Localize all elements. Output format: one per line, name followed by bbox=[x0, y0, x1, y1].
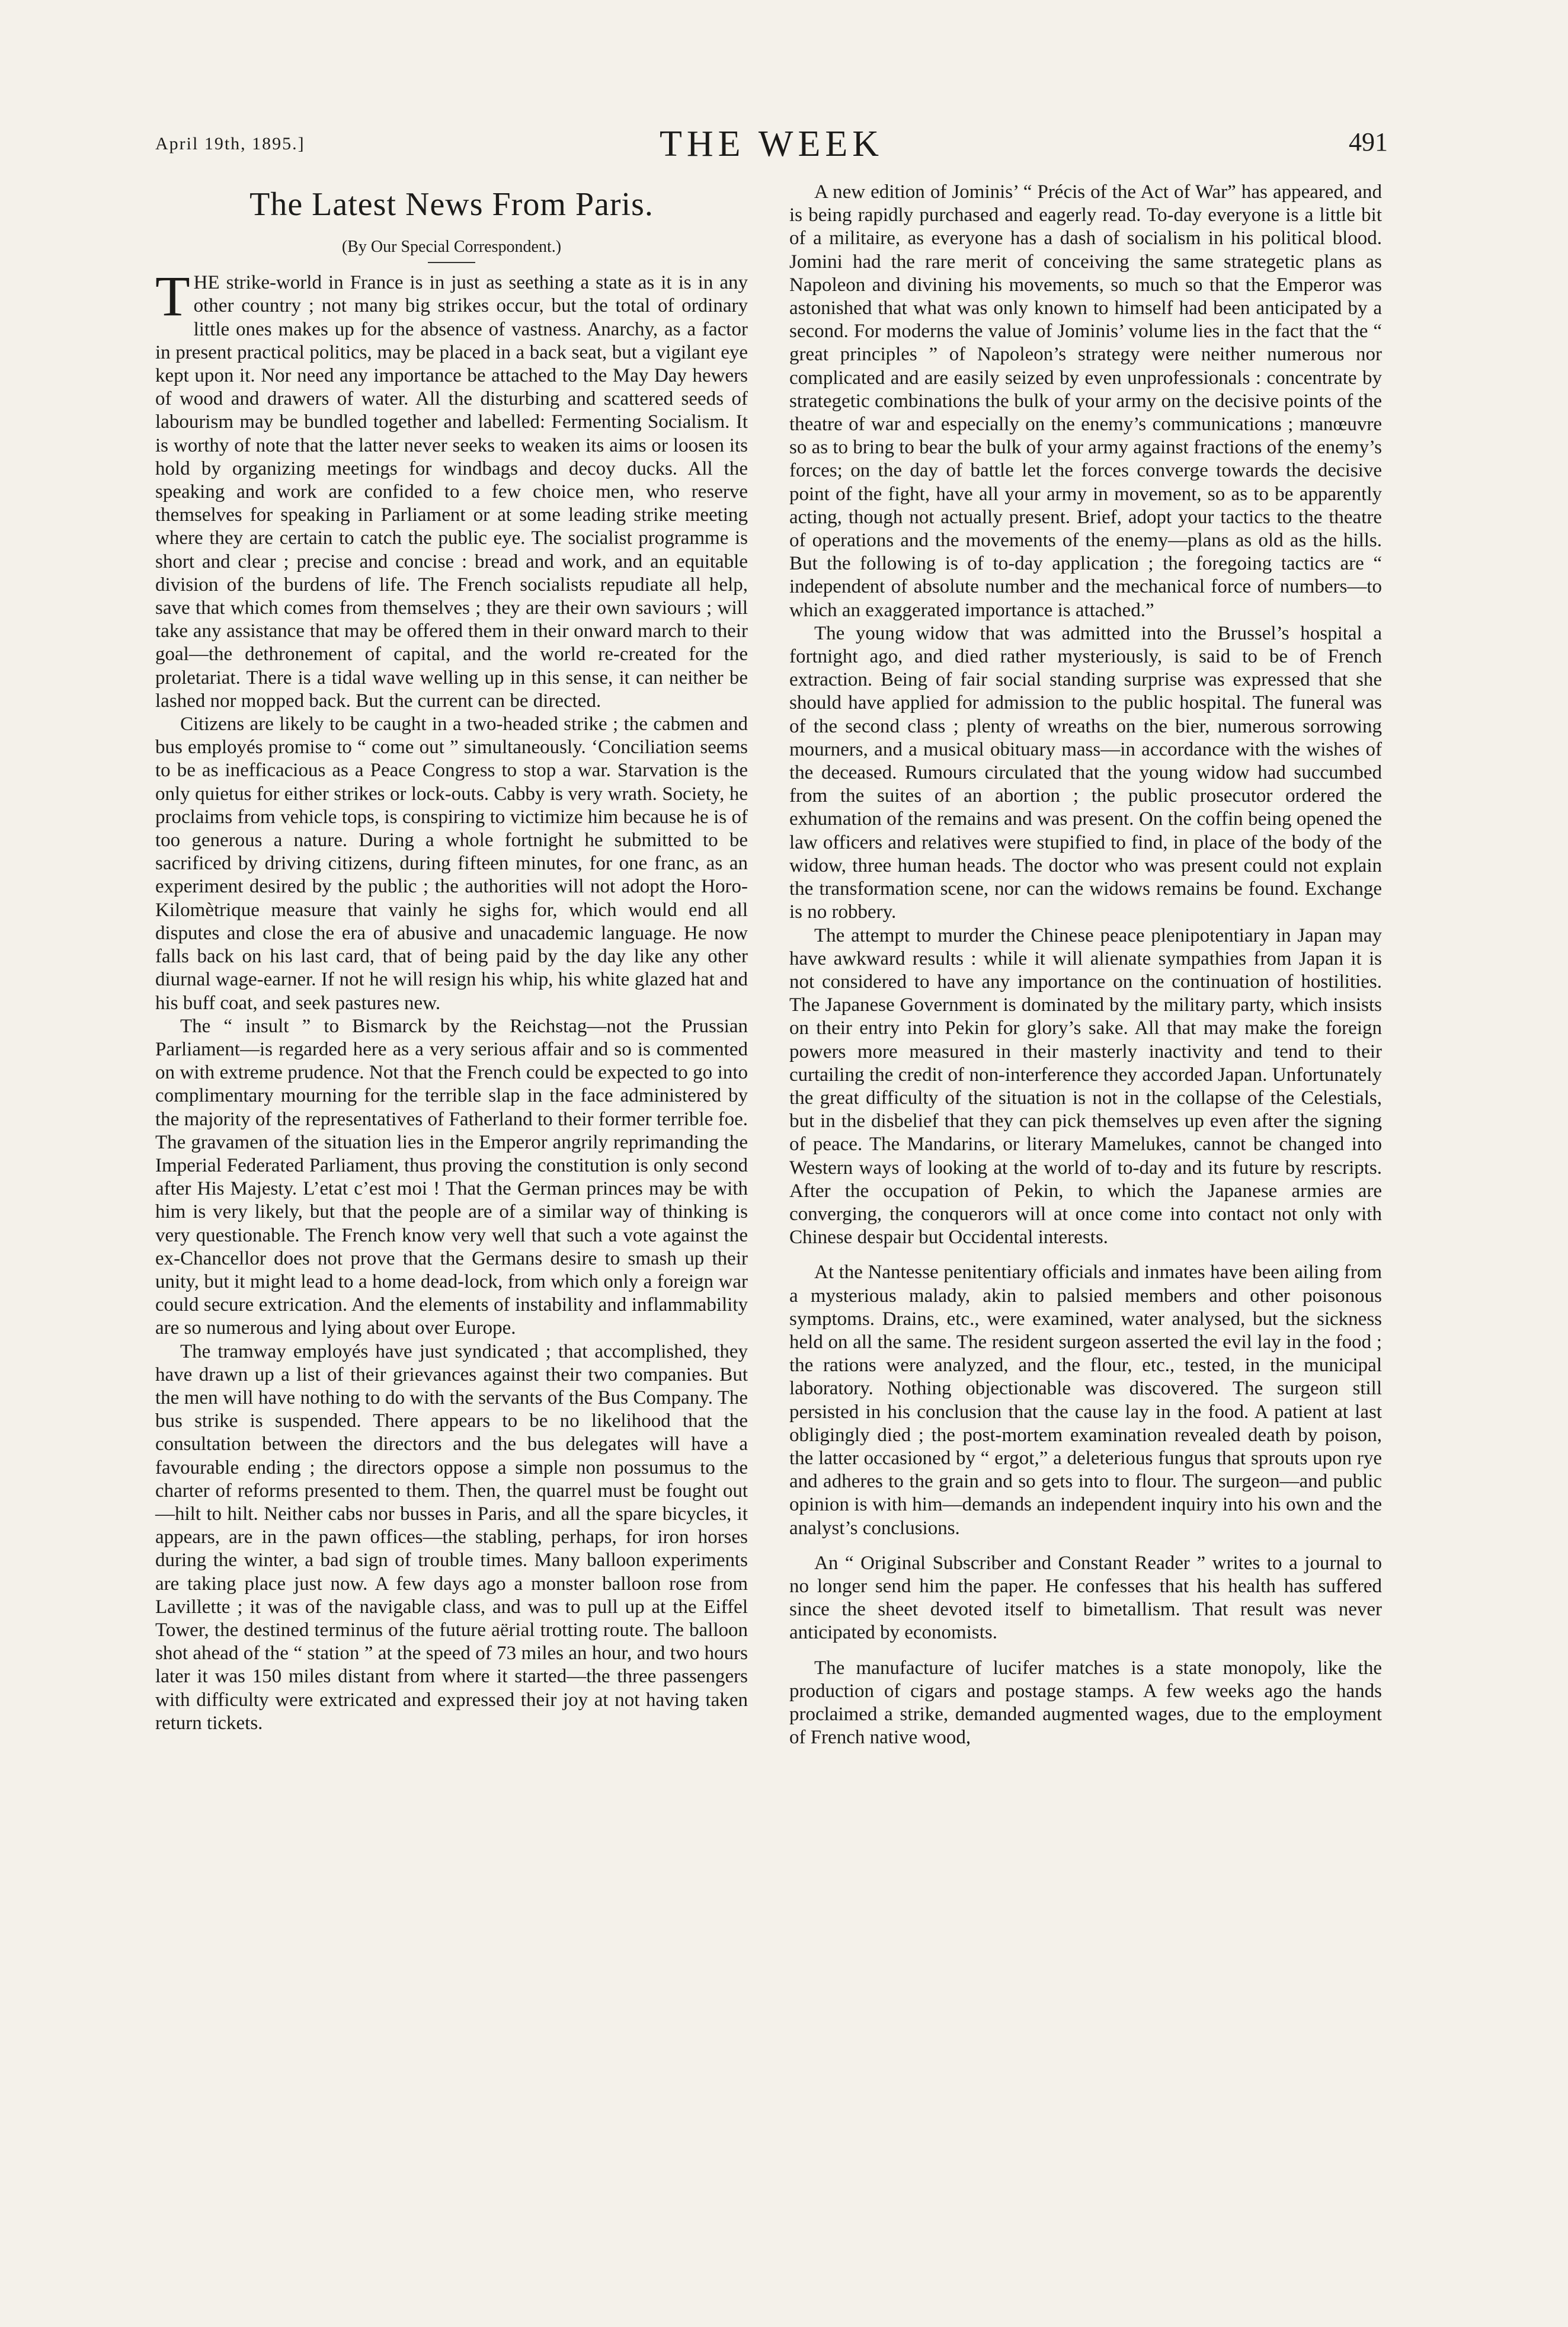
drop-cap: T bbox=[155, 264, 190, 328]
byline: (By Our Special Correspondent.) bbox=[341, 238, 562, 256]
paragraph: The tramway employés have just syndicated ; that accomplished, they have drawn up a list of their grievances against their two companies. But the men will have nothing to do with the servants of the Bus Company. The bus strike is suspended. There appears to be no likelihood that the consultation between the directors and the bus delegates will have a favourable ending ; the directors oppose a simple non possumus to the charter of reforms presented to them. Then, the quarrel must be fought out—hilt to hilt. Neither cabs nor busses in Paris, and all the spare bicycles, it appears, are in the pawn offices—the stabling, perhaps, for iron horses during the winter, a bad sign of trouble times. Many balloon experiments are taking place just now. A few days ago a monster balloon rose from Lavillette ; it was of the navigable class, and was to pull up at the Eiffel Tower, the destined terminus of the future aërial trotting route. The balloon shot ahead of the “ station ” at the speed of 73 miles an hour, and two hours later it was 150 miles distant from where it started—the three passengers with difficulty were extricated and expressed their joy at not having taken return tickets. bbox=[155, 1340, 748, 1734]
paragraph: The “ insult ” to Bismarck by the Reichstag—not the Prussian Parliament—is regarded here as a very serious affair and so is commented on with extreme prudence. Not that the French could be expected to go into complimentary mourning for the terrible slap in the face administered by the majority of the representatives of Fatherland to their former terrible foe. The gravamen of the situation lies in the Emperor angrily reprimanding the Imperial Federated Parliament, thus proving the constitution is only second after His Majesty. L’etat c’est moi ! That the German princes may be with him is very likely, but that the people are of a similar way of thinking is very questionable. The French know very well that such a vote against the ex-Chancellor does not prove that the Germans desire to smash up their unity, but it might lead to a home dead-lock, from which only a foreign war could secure extrication. And the elements of instability and inflammability are so numerous and lying about over Europe. bbox=[155, 1015, 748, 1339]
paragraph: At the Nantesse penitentiary officials and inmates have been ailing from a mysterious malady, akin to palsied members and other poisonous symptoms. Drains, etc., were examined, water analysed, but the sickness held on all the same. The resident surgeon asserted the evil lay in the food ; the rations were analyzed, and the flour, etc., tested, in the municipal laboratory. Nothing objectionable was discovered. The surgeon still persisted in his conclusion that the cause lay in the food. A patient at last obligingly died ; the post-mortem examination revealed death by poison, the latter occasioned by “ ergot,” a deleterious fungus that sprouts upon rye and adheres to the grain and so gets into to flour. The surgeon—and public opinion is with him—demands an independent inquiry into his own and the analyst’s conclusions. bbox=[789, 1262, 1382, 1539]
masthead: THE WEEK bbox=[660, 124, 884, 164]
page-header bbox=[155, 123, 1388, 171]
page-number: 491 bbox=[1349, 127, 1388, 156]
title-rule bbox=[428, 262, 475, 263]
paragraph: An “ Original Subscriber and Constant Reader ” writes to a journal to no longer send him the paper. He confesses that his health has suffered since the sheet devoted itself to bimetallism. That result was never anticipated by economists. bbox=[789, 1552, 1382, 1644]
right-column bbox=[789, 181, 1382, 1749]
paragraph: The manufacture of lucifer matches is a state monopoly, like the production of cigars and postage stamps. A few weeks ago the hands proclaimed a strike, demanded augmented wages, due to the employment of French native wood, bbox=[789, 1657, 1382, 1749]
paragraph: A new edition of Jominis’ “ Précis of the Act of War” has appeared, and is being rapidly purchased and eagerly read. To-day everyone is a little bit of a militaire, as everyone has a dash of socialism in his political blood. Jomini had the rare merit of conceiving the same strategetic plans as Napoleon and divining his movements, so much so that the Emperor was astonished that what was only known to himself had been anticipated by a second. For moderns the value of Jominis’ volume lies in the fact that the “ great principles ” of Napoleon’s strategy were neither numerous nor complicated and are easily seized by even unprofessionals : concentrate by strategetic combinations the bulk of your army on the decisive points of the theatre of war and especially on the enemy’s communications ; manœuvre so as to bring to bear the bulk of your army against fractions of the enemy’s forces; on the day of battle let the forces converge towards the decisive point of the fight, have all your army in movement, so as to be apparently acting, though not actually present. Brief, adopt your tactics to the theatre of operations and the movements of the enemy—plans as old as the hills. But the following is of to-day application ; the foregoing tactics are “ independent of absolute number and the mechanical force of numbers—to which an exaggerated importance is attached.” bbox=[789, 181, 1382, 621]
paragraph: Citizens are likely to be caught in a two-headed strike ; the cabmen and bus employés promise to “ come out ” simultaneously. ‘Conciliation seems to be as inefficacious as a Peace Congress to stop a war. Starvation is the only quietus for either strikes or lock-outs. Cabby is very wrath. Society, he proclaims from vehicle tops, is conspiring to victimize him because he is of too generous a nature. During a whole fortnight he submitted to be sacrificed by driving citizens, during fifteen minutes, for one franc, as an experiment desired by the public ; the authorities will not adopt the Horo-Kilomètrique measure that vainly he sighs for, which would end all disputes and close the era of abusive and unacademic language. He now falls back on his last card, that of being paid by the day like any other diurnal wage-earner. If not he will resign his whip, his white glazed hat and his buff coat, and seek pastures new. bbox=[155, 713, 748, 1014]
article-title: The Latest News From Paris. bbox=[249, 186, 654, 223]
issue-date: April 19th, 1895.] bbox=[155, 134, 305, 153]
paragraph: The young widow that was admitted into the Brussel’s hospital a fortnight ago, and died rather mysteriously, is said to be of French extraction. Being of fair social standing surprise was expressed that she should have applied for admission to the public hospital. The funeral was of the second class ; plenty of wreaths on the bier, numerous sorrowing mourners, and a musical obituary mass—in accordance with the wishes of the deceased. Rumours circulated that the young widow had succumbed from the suites of an abortion ; the public prosecutor ordered the exhumation of the remains and was present. On the coffin being opened the law officers and relatives were stupified to find, in place of the body of the widow, three human heads. The doctor who was present could not explain the transformation scene, nor can the widows remains be found. Exchange is no robbery. bbox=[789, 622, 1382, 923]
paragraph: The attempt to murder the Chinese peace plenipotentiary in Japan may have awkward results : while it will alienate sympathies from Japan it is not considered to have any importance on the continuation of hostilities. The Japanese Government is dominated by the military party, which insists on their entry into Pekin for glory’s sake. All that may make the foreign powers more measured in their masterly inactivity and tend to their curtailing the credit of non-interference they accorded Japan. Unfortunately the great difficulty of the situation is not in the collapse of the Celestials, but in the disbelief that they can pick themselves up even after the signing of peace. The Mandarins, or literary Mamelukes, cannot be changed into Western ways of looking at the world of to-day and its future by rescripts. After the occupation of Pekin, to which the Japanese armies are converging, the conquerors will at once come into contact not only with Chinese despair but Occidental interests. bbox=[789, 924, 1382, 1249]
left-column bbox=[155, 187, 748, 1735]
paragraph: THE strike-world in France is in just as seething a state as it is in any other country ; not many big strikes occur, but the total of ordinary little ones makes up for the absence of vastness. Anarchy, as a factor in present practical politics, may be placed in a back seat, but a vigilant eye kept upon it. Nor need any importance be attached to the May Day hewers of wood and drawers of water. All the disturbing and scattered seeds of labourism may be bundled together and labelled: Fermenting Socialism. It is worthy of note that the latter never seeks to weaken its aims or loosen its hold by organizing meetings for windbags and decoy ducks. All the speaking and work are confided to a few choice men, who reserve themselves for speaking in Parliament or at some leading strike meeting where they are certain to catch the public eye. The socialist programme is short and clear ; precise and concise : bread and work, and an equitable division of the burdens of life. The French socialists repudiate all help, save that which comes from themselves ; they are their own saviours ; will take any assistance that may be offered them in their onward march to their goal—the dethronement of capital, and the world re-created for the proletariat. There is a tidal wave welling up in this sense, it can neither be lashed nor mopped back. But the current can be directed. bbox=[155, 264, 748, 712]
